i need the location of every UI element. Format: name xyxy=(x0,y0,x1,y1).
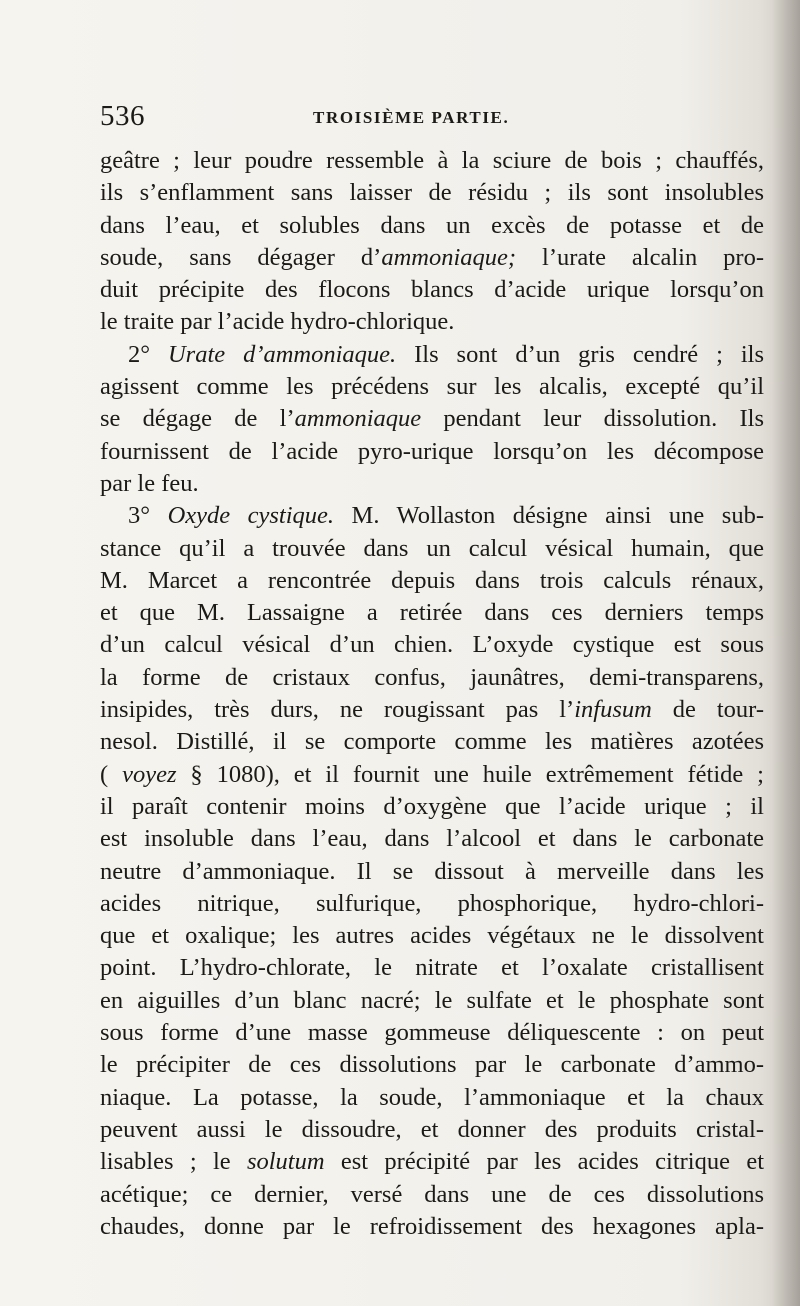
text-segment: pendant leur dissolution. Ils xyxy=(421,405,764,433)
running-title: TROISIÈME PARTIE. xyxy=(313,108,510,127)
text-segment: stance qu’il a trouvée dans un calcul vésical humain, que xyxy=(100,534,764,562)
text-segment: sous forme d’une masse gommeuse déliquescente : on peut xyxy=(100,1019,764,1047)
italic-text-segment: voyez xyxy=(122,760,177,788)
page-edge-shadow xyxy=(772,0,800,1306)
text-segment: insipides, très durs, ne rougissant pas l’ xyxy=(100,696,575,724)
text-line xyxy=(100,274,764,306)
italic-text-segment: solutum xyxy=(246,1148,325,1176)
text-segment: dans l’eau, et solubles dans un excès de potasse et de xyxy=(100,211,764,239)
text-line xyxy=(100,629,764,661)
text-segment: chaudes, donne par le refroidissement des hexagones apla- xyxy=(100,1212,764,1240)
italic-text-segment: infusum xyxy=(574,696,652,724)
text-line xyxy=(100,856,764,888)
text-line xyxy=(100,1082,764,1114)
text-line xyxy=(100,985,764,1017)
text-line xyxy=(100,920,764,952)
text-line xyxy=(100,371,764,403)
text-line xyxy=(100,533,764,565)
text-segment: par le feu. xyxy=(100,469,199,497)
text-segment: 3° xyxy=(128,502,168,530)
text-line xyxy=(100,436,764,468)
text-segment: nesol. Distillé, il se comporte comme les matières azotées xyxy=(100,728,764,756)
text-line xyxy=(100,145,764,177)
text-segment: il paraît contenir moins d’oxygène que l’acide urique ; il xyxy=(100,792,764,820)
text-line xyxy=(100,1114,764,1146)
text-segment: Ils sont d’un gris cendré ; ils xyxy=(396,340,764,368)
text-segment: que et oxalique; les autres acides végétaux ne le dissolvent xyxy=(100,922,764,950)
italic-text-segment: ammoniaque xyxy=(294,405,422,433)
text-segment: le précipiter de ces dissolutions par le carbonate d’ammo- xyxy=(100,1051,764,1079)
text-line xyxy=(100,791,764,823)
text-segment: § 1080), et il fournit une huile extrêmement fétide ; xyxy=(176,760,764,788)
text-line xyxy=(100,306,764,338)
text-segment: la forme de cristaux confus, jaunâtres, demi-transparens, xyxy=(100,663,764,691)
text-segment: en aiguilles d’un blanc nacré; le sulfate et le phosphate sont xyxy=(100,986,764,1014)
text-line xyxy=(100,888,764,920)
text-segment: fournissent de l’acide pyro-urique lorsqu’on les décompose xyxy=(100,437,764,465)
text-line xyxy=(100,1179,764,1211)
italic-text-segment: ammoniaque; xyxy=(381,243,517,271)
text-segment: niaque. La potasse, la soude, l’ammoniaque et la chaux xyxy=(100,1083,764,1111)
text-segment: ils s’enflamment sans laisser de résidu ; ils sont insolubles xyxy=(100,179,764,207)
text-line xyxy=(100,759,764,791)
text-segment: est précipité par les acides citrique et xyxy=(324,1148,764,1176)
text-segment: acétique; ce dernier, versé dans une de ces dissolutions xyxy=(100,1180,764,1208)
text-segment: le traite par l’acide hydro-chlorique. xyxy=(100,308,455,336)
body-text xyxy=(100,145,764,1243)
text-segment: est insoluble dans l’eau, dans l’alcool et dans le carbonate xyxy=(100,825,764,853)
text-line xyxy=(100,177,764,209)
page-header xyxy=(100,100,760,140)
text-segment: agissent comme les précédens sur les alcalis, excepté qu’il xyxy=(100,373,764,401)
text-line xyxy=(100,1211,764,1243)
text-line xyxy=(100,468,764,500)
italic-text-segment: Oxyde cystique. xyxy=(167,502,335,530)
text-line xyxy=(100,339,764,371)
text-segment: 2° xyxy=(128,340,168,368)
text-line xyxy=(100,242,764,274)
text-segment: soude, sans dégager d’ xyxy=(100,243,382,271)
text-segment: point. L’hydro-chlorate, le nitrate et l’oxalate cristallisent xyxy=(100,954,764,982)
text-segment: lisables ; le xyxy=(100,1148,247,1176)
text-segment: ( xyxy=(100,760,123,788)
text-segment: de tour- xyxy=(651,696,764,724)
text-line xyxy=(100,694,764,726)
text-line xyxy=(100,952,764,984)
text-segment: et que M. Lassaigne a retirée dans ces derniers temps xyxy=(100,599,764,627)
text-segment: d’un calcul vésical d’un chien. L’oxyde cystique est sous xyxy=(100,631,764,659)
text-line xyxy=(100,662,764,694)
text-segment: se dégage de l’ xyxy=(100,405,295,433)
text-line xyxy=(100,500,764,532)
text-segment: peuvent aussi le dissoudre, et donner des produits cristal- xyxy=(100,1115,764,1143)
text-line xyxy=(100,403,764,435)
text-line xyxy=(100,1146,764,1178)
text-line xyxy=(100,597,764,629)
text-segment: acides nitrique, sulfurique, phosphorique, hydro-chlori- xyxy=(100,889,764,917)
page-number: 536 xyxy=(100,100,145,132)
italic-text-segment: Urate d’ammoniaque. xyxy=(167,340,397,368)
text-line xyxy=(100,210,764,242)
text-segment: M. Wollaston désigne ainsi une sub- xyxy=(334,502,764,530)
text-line xyxy=(100,565,764,597)
text-line xyxy=(100,823,764,855)
text-segment: l’urate alcalin pro- xyxy=(516,243,765,271)
text-line xyxy=(100,726,764,758)
text-segment: neutre d’ammoniaque. Il se dissout à merveille dans les xyxy=(100,857,764,885)
text-line xyxy=(100,1049,764,1081)
text-segment: geâtre ; leur poudre ressemble à la sciure de bois ; chauffés, xyxy=(100,147,764,174)
text-line xyxy=(100,1017,764,1049)
text-segment: M. Marcet a rencontrée depuis dans trois calculs rénaux, xyxy=(100,566,764,594)
text-segment: duit précipite des flocons blancs d’acide urique lorsqu’on xyxy=(100,276,764,304)
